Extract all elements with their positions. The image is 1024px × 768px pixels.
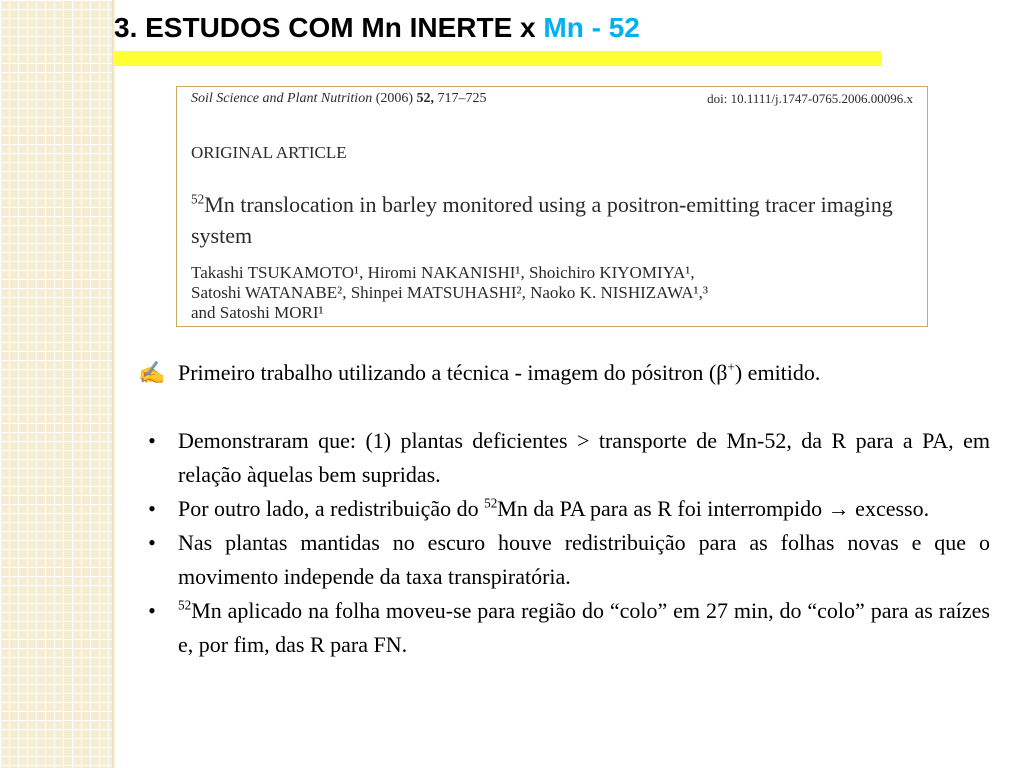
list-item (134, 526, 990, 594)
item-text: Primeiro trabalho utilizando a técnica - imagem do pósitron (β (178, 360, 728, 385)
bullet-icon: • (148, 496, 156, 521)
slide-title (114, 12, 640, 44)
item-text: Nas plantas mantidas no escuro houve redistribuição para as folhas novas e que o movimento independe da taxa transpiratória. (178, 530, 990, 589)
article-title (191, 189, 921, 251)
list-item (134, 424, 990, 492)
article-type: ORIGINAL ARTICLE (191, 143, 347, 162)
article-header-image (176, 86, 928, 327)
writing-hand-icon: ✍ (138, 360, 166, 385)
journal-year: (2006) (375, 91, 414, 106)
journal-citation (191, 91, 487, 107)
article-doi: doi: 10.1111/j.1747-0765.2006.00096.x (707, 91, 913, 106)
item-superscript: 52 (178, 597, 192, 613)
title-superscript: 52 (191, 191, 205, 207)
authors-line: and Satoshi MORI¹ (191, 303, 324, 322)
journal-volume: 52, (416, 91, 435, 106)
title-main: 3. ESTUDOS COM Mn INERTE x (114, 12, 544, 43)
title-underline-bar (114, 51, 881, 66)
title-accent: Mn - 52 (543, 12, 640, 43)
list-item (134, 594, 990, 662)
bullet-icon: • (148, 598, 156, 623)
item-text: Mn da PA para as R foi interrompido → excesso. (497, 496, 930, 521)
journal-name: Soil Science and Plant Nutrition (191, 91, 373, 106)
item-superscript: + (727, 359, 735, 375)
list-item (134, 492, 990, 526)
authors-line: Satoshi WATANABE², Shinpei MATSUHASHI², Naoko K. NISHIZAWA¹,³ (191, 283, 708, 302)
bullet-icon: • (148, 428, 156, 453)
bullet-icon: • (148, 530, 156, 555)
item-superscript: 52 (484, 495, 498, 511)
item-text: Demonstraram que: (1) plantas deficientes > transporte de Mn-52, da R para a PA, em relação àquelas bem supridas. (178, 428, 990, 487)
list-item (134, 356, 990, 390)
article-authors (191, 263, 921, 323)
bullet-list (134, 356, 990, 662)
item-text: ) emitido. (734, 360, 821, 385)
journal-pages: 717–725 (437, 91, 487, 106)
item-text: Mn aplicado na folha moveu-se para região do “colo” em 27 min, do “colo” para as raízes e, por fim, das R para FN. (178, 598, 990, 657)
item-text: Por outro lado, a redistribuição do (178, 496, 485, 521)
authors-line: Takashi TSUKAMOTO¹, Hiromi NAKANISHI¹, Shoichiro KIYOMIYA¹, (191, 263, 695, 282)
article-title-text: Mn translocation in barley monitored using a positron-emitting tracer imaging system (191, 192, 893, 248)
strip-edge (112, 0, 116, 768)
decorative-left-strip (0, 0, 114, 768)
